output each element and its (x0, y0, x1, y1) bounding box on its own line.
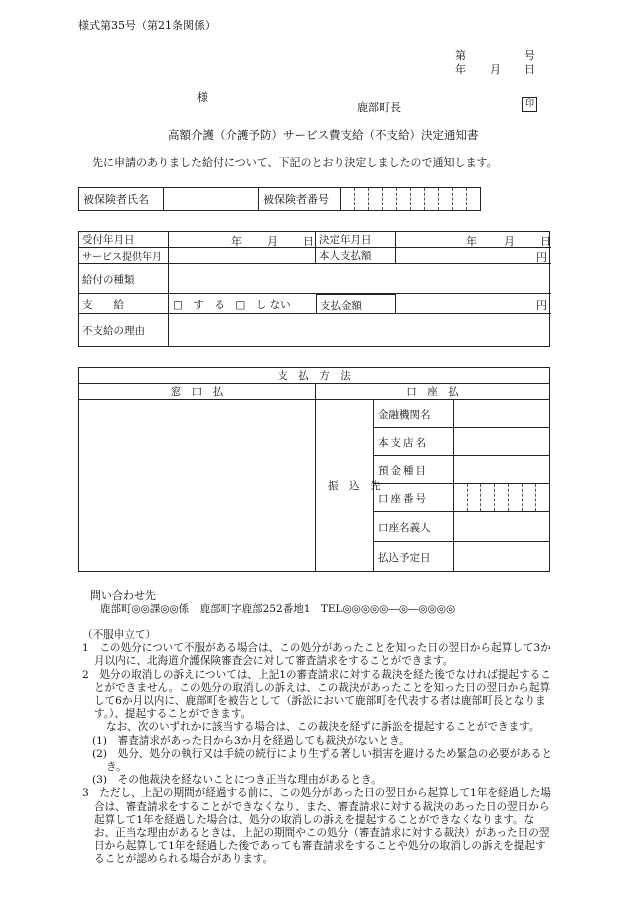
receipt-date-field[interactable]: 年 月 日 (169, 232, 316, 248)
amount-yen: 円 (536, 299, 547, 312)
contact-heading: 問い合わせ先 (90, 589, 156, 602)
receipt-date-label: 受付年月日 (79, 232, 169, 248)
insured-name-field[interactable] (164, 188, 259, 211)
contact-line: 鹿部町◎◎課◎◎係 鹿部町字鹿部252番地1 TEL◎◎◎◎◎―◎―◎◎◎◎ (100, 603, 456, 615)
branch-field[interactable] (454, 428, 549, 456)
appeal-item-1: (1) 審査請求があった日から3か月を経過しても裁決がないとき。 (92, 734, 410, 747)
insured-table (78, 187, 481, 211)
deposit-type-label: 預金種目 (374, 456, 454, 484)
doc-no-go: 号 (524, 49, 535, 62)
date-year: 年 (455, 63, 466, 76)
method-header: 支 払 方 法 (79, 368, 549, 384)
window-pay-label: 窓 口 払 (79, 384, 316, 400)
self-pay-label: 本人支払額 (316, 248, 396, 264)
payment-method-table (78, 367, 550, 572)
self-pay-yen: 円 (536, 251, 547, 264)
benefit-type-label: 給付の種類 (79, 264, 169, 294)
transfer-cell (316, 400, 381, 571)
window-pay-field[interactable] (79, 400, 316, 571)
reason-label: 不支給の理由 (79, 314, 169, 346)
reason-field[interactable] (169, 314, 551, 346)
account-pay-label: 口 座 払 (316, 384, 549, 400)
account-details (374, 400, 549, 571)
insured-name-label: 被保険者氏名 (79, 188, 164, 211)
date-month: 月 (490, 63, 501, 76)
insured-number-field[interactable] (341, 188, 481, 211)
appeal-p3: 3 ただし、上記の期間が経過する前に、この処分があった日の翌日から起算して1年を経過した場合は、審査請求をすることができなくなり、また、審査請求に対する裁決のあった日の翌日から起算して1年を経過した場合は、処分の取消しの訴えを提起することができなくなります。なお、正当な理由があるときは、上記の期間やこの処分（審査請求に対する裁決）があった日の翌日から起算して1年を経過した後であっても審査請求をすることや処分の取消しの訴えを提起することが認められる場合があります。 (82, 787, 551, 866)
appeal-notes (82, 629, 552, 867)
insured-number-label: 被保険者番号 (259, 188, 341, 211)
page-title: 高額介護（介護予防）サービス費支給（不支給）決定通知書 (168, 128, 479, 142)
account-holder-field[interactable] (454, 512, 549, 542)
deposit-type-field[interactable] (454, 456, 549, 484)
decision-table (78, 231, 550, 347)
bank-name-label: 金融機関名 (374, 400, 454, 428)
intro-text: 先に申請のありました給付について、下記のとおり決定しましたので通知します。 (92, 156, 498, 169)
amount-label: 支払金額 (316, 294, 396, 314)
appeal-item-3: (3) その他裁決を経ないことにつき正当な理由があるとき。 (92, 774, 382, 787)
service-month-field[interactable] (169, 248, 316, 264)
branch-label: 本支店名 (374, 428, 454, 456)
scheduled-date-label: 払込予定日 (374, 542, 454, 571)
appeal-p1: 1 この処分について不服がある場合は、この処分があったことを知った日の翌日から起算して3か月以内に、北海道介護保険審査会に対して審査請求をすることができます。 (82, 642, 551, 668)
self-pay-field[interactable] (396, 248, 551, 264)
amount-field[interactable] (396, 294, 551, 314)
date-day: 日 (524, 63, 535, 76)
appeal-p2b: なお、次のいずれかに該当する場合は、この裁決を経ずに訴訟を提起することができます。 (106, 721, 540, 734)
account-number-field[interactable] (454, 484, 549, 512)
payment-options[interactable]: □ す る □ し ない (169, 294, 316, 314)
decision-date-label: 決定年月日 (316, 232, 396, 248)
seal-box: 印 (522, 97, 537, 112)
addressee-suffix: 様 (197, 91, 208, 104)
bank-name-field[interactable] (454, 400, 549, 428)
appeal-p2: 2 処分の取消しの訴えについては、上記1の審査請求に対する裁決を経た後でなければ提起することができません。この処分の取消しの訴えは、この裁決があったことを知った日の翌日から起算して6か月以内に、鹿部町を被告として（訴訟において鹿部町を代表する者は鹿部町長となります。）、提起することができます。 (82, 668, 551, 721)
service-month-label: サービス提供年月 (79, 248, 169, 264)
appeal-item-2: (2) 処分、処分の執行又は手続の続行により生ずる著しい損害を避けるため緊急の必要があるとき。 (92, 747, 552, 774)
account-holder-label: 口座名義人 (374, 512, 454, 542)
form-id: 様式第35号（第21条関係） (78, 19, 216, 32)
doc-no-dai: 第 (455, 49, 466, 62)
decision-date-field[interactable]: 年 月 日 (396, 232, 551, 248)
benefit-type-field[interactable] (169, 264, 551, 294)
scheduled-date-field[interactable] (454, 542, 549, 571)
account-number-label: 口座番号 (374, 484, 454, 512)
payment-label: 支 給 (79, 294, 169, 314)
issuer: 鹿部町長 (357, 101, 401, 114)
transfer-label: 振 込 先 (328, 480, 381, 492)
appeal-heading: （不服申立て） (82, 629, 157, 641)
